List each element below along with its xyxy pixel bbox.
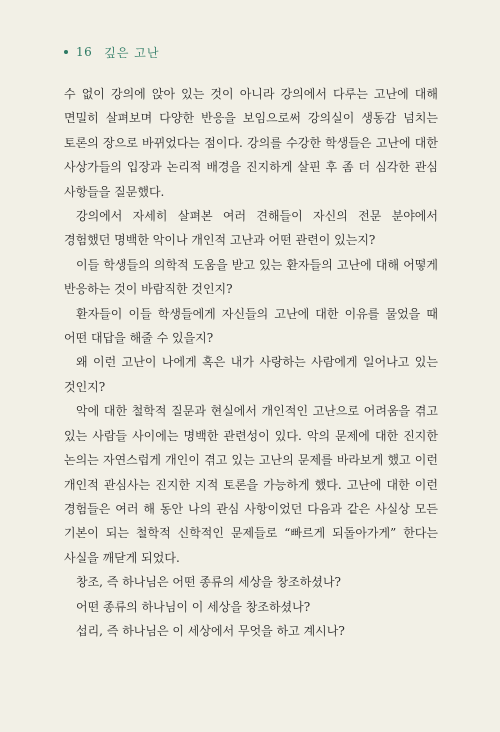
paragraph-question: 창조, 즉 하나님은 어떤 종류의 세상을 창조하셨나? xyxy=(76,575,341,590)
running-header xyxy=(64,42,159,62)
paragraph-question: 섭리, 즉 하나님은 이 세상에서 무엇을 하고 계시나? xyxy=(76,623,345,638)
paragraph-question: 강의에서 자세히 살펴본 여러 견해들이 자신의 전문 분야에서 경험했던 명백한 악이나 개인적 고난과 어떤 관련이 있는지? xyxy=(64,209,438,248)
paragraph-question: 환자들이 이들 학생들에게 자신들의 고난에 대한 이유를 물었을 때 어떤 대답을 해줄 수 있을지? xyxy=(64,306,438,346)
book-title: 깊은 고난 xyxy=(104,45,160,60)
paragraph-question: 왜 이런 고난이 나에게 혹은 내가 사랑하는 사람에게 일어나고 있는 것인지? xyxy=(64,355,438,394)
paragraph-question: 어떤 종류의 하나님이 이 세상을 창조하셨나? xyxy=(76,599,311,614)
header-bullet-icon xyxy=(64,50,68,54)
page-body xyxy=(64,82,438,643)
paragraph: 악에 대한 철학적 질문과 현실에서 개인적인 고난으로 어려움을 겪고 있는 사람들 사이에는 명백한 관련성이 있다. 악의 문제에 대한 진지한 논의는 자연스럽게 개인이 겪고 있는 고난의 문제를 바라보게 했고 이런 개인적 관심사는 진지한 지적 토론을 가능하게 했다. 고난에 대한 이런 경험들은 여러 해 동안 나의 관심 사항이었던 다음과 같은 사실상 모든 기본이 되는 철학적 신학적인 문제들로 “빠르게 되돌아가게” 한다는 사실을 깨닫게 되었다. xyxy=(64,404,438,565)
page-number: 16 xyxy=(76,45,93,59)
paragraph-question: 이들 학생들의 의학적 도움을 받고 있는 환자들의 고난에 대해 어떻게 반응하는 것이 바람직한 것인지? xyxy=(64,257,438,297)
paragraph-continued: 수 없이 강의에 앉아 있는 것이 아니라 강의에서 다루는 고난에 대해 면밀히 살펴보며 다양한 반응을 보임으로써 강의실이 생동감 넘치는 토론의 장으로 바뀌었다는 점이다. 강의를 수강한 학생들은 고난에 대한 사상가들의 입장과 논리적 배경을 진지하게 살핀 후 좀 더 심각한 관심 사항들을 질문했다. xyxy=(64,87,438,199)
